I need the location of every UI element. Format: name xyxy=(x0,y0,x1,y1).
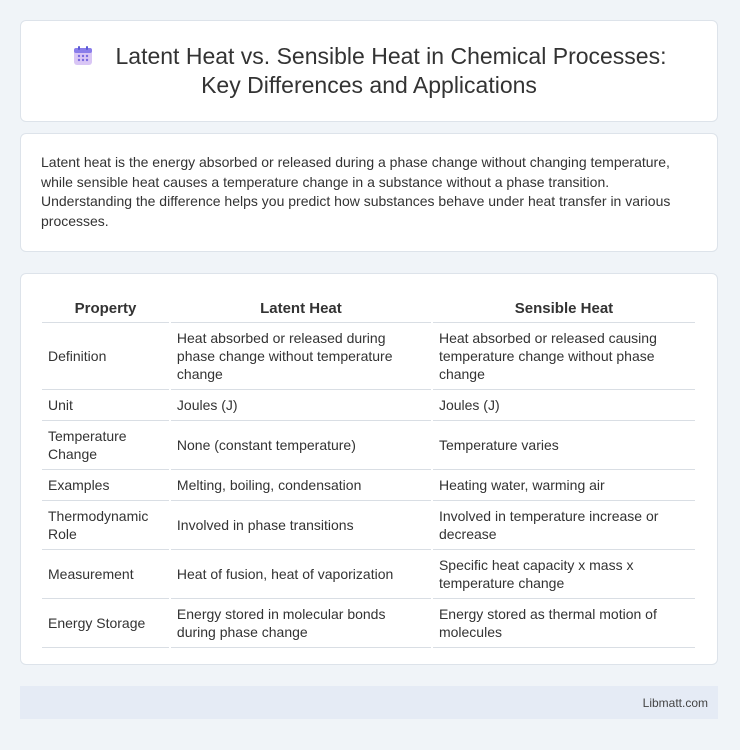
footer xyxy=(20,686,718,719)
row-sensible: Energy stored as thermal motion of molecules xyxy=(433,599,695,648)
table-row xyxy=(42,323,695,390)
row-sensible: Involved in temperature increase or decrease xyxy=(433,501,695,550)
row-latent: Heat absorbed or released during phase change without temperature change xyxy=(171,323,431,390)
comparison-table xyxy=(40,292,697,648)
table-header-row xyxy=(42,292,695,323)
header-property: Property xyxy=(42,292,169,323)
row-sensible: Temperature varies xyxy=(433,421,695,470)
table-row xyxy=(42,421,695,470)
row-latent: Energy stored in molecular bonds during phase change xyxy=(171,599,431,648)
row-property: Measurement xyxy=(42,550,169,599)
row-latent: Involved in phase transitions xyxy=(171,501,431,550)
row-property: Unit xyxy=(42,390,169,421)
row-latent: None (constant temperature) xyxy=(171,421,431,470)
table-row xyxy=(42,470,695,501)
row-sensible: Specific heat capacity x mass x temperature change xyxy=(433,550,695,599)
row-sensible: Heat absorbed or released causing temperature change without phase change xyxy=(433,323,695,390)
row-property: Energy Storage xyxy=(42,599,169,648)
row-property: Definition xyxy=(42,323,169,390)
row-sensible: Heating water, warming air xyxy=(433,470,695,501)
page-title-wrap xyxy=(21,42,717,100)
intro-text: Latent heat is the energy absorbed or released during a phase change without changing temperature, while sensible heat causes a temperature change in a substance without a phase transition. Understanding the difference helps you predict how substances behave under heat transfer in various processes. xyxy=(41,154,671,229)
row-property: Examples xyxy=(42,470,169,501)
row-latent: Heat of fusion, heat of vaporization xyxy=(171,550,431,599)
intro-card xyxy=(20,133,718,252)
row-sensible: Joules (J) xyxy=(433,390,695,421)
header-latent-heat: Latent Heat xyxy=(171,292,431,323)
footer-brand-link[interactable]: Libmatt.com xyxy=(642,695,708,710)
row-latent: Melting, boiling, condensation xyxy=(171,470,431,501)
page-title: Latent Heat vs. Sensible Heat in Chemical Processes: Key Differences and Applications xyxy=(115,43,667,98)
title-card xyxy=(20,20,718,122)
table-row xyxy=(42,390,695,421)
table-row xyxy=(42,599,695,648)
table-row xyxy=(42,550,695,599)
header-sensible-heat: Sensible Heat xyxy=(433,292,695,323)
row-property: Thermodynamic Role xyxy=(42,501,169,550)
row-latent: Joules (J) xyxy=(171,390,431,421)
table-card xyxy=(20,273,718,665)
table-row xyxy=(42,501,695,550)
calendar-icon xyxy=(72,45,94,67)
row-property: Temperature Change xyxy=(42,421,169,470)
